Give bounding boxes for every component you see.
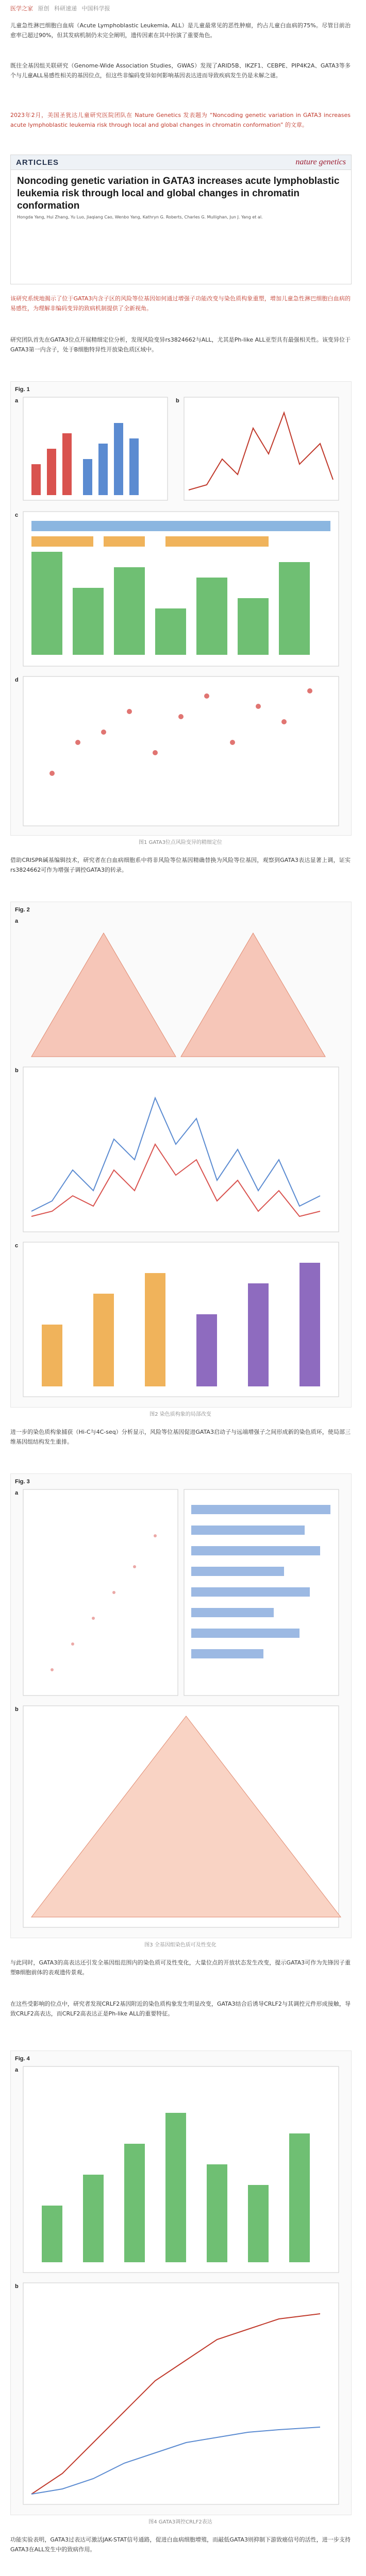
fig3-label: Fig. 3	[15, 1479, 30, 1485]
article-title: Noncoding genetic variation in GATA3 increases acute lymphoblastic leukemia risk through local and global changes in chromatin conformation	[17, 176, 340, 211]
fig1-panel-d: d	[15, 677, 19, 683]
fig1-label: Fig. 1	[15, 386, 30, 393]
paragraph-9: 在这些受影响的位点中，研究者发现CRLF2基因附近的染色质构象发生明显改变，GATA3结合后诱导CRLF2与其调控元件形成接触，导致CRLF2高表达，而CRLF2高表达正是Ph-like ALL的重要特征。	[10, 2001, 351, 2017]
breadcrumb-2[interactable]: 原创	[38, 5, 49, 12]
fig1-panel-b: b	[176, 398, 179, 404]
caption-4: 图4 GATA3调控CRLF2表达	[148, 2519, 212, 2525]
breadcrumb-1[interactable]: 医学之家	[10, 5, 33, 12]
paragraph-6: 借助CRISPR碱基编辑技术，研究者在白血病细胞系中将非风险等位基因精确替换为风险等位基因，观察到GATA3表达显著上调，证实rs3824662可作为增强子调控GATA3的转录。	[10, 857, 351, 873]
paragraph-7: 进一步的染色质构象捕获（Hi-C与4C-seq）分析显示，风险等位基因促进GATA3启动子与远端增强子之间形成新的染色质环，使局部三维基因组结构发生重排。	[10, 1429, 351, 1445]
source-label: 中国科学报	[81, 5, 110, 12]
paragraph-5: 研究团队首先在GATA3位点开展精细定位分析，发现风险变异rs3824662与ALL，尤其是Ph-like ALL亚型具有最强相关性。该变异位于GATA3第一内含子，处于B细胞特异性开放染色质区域中。	[10, 336, 351, 353]
journal-bar	[11, 155, 351, 170]
fig2-panel-a: a	[15, 918, 19, 924]
fig2-panel-b: b	[15, 1067, 19, 1074]
fig3-panel-a: a	[15, 1490, 19, 1496]
fig3-panel-b: b	[15, 1706, 19, 1713]
paragraph-4: 该研究系统地揭示了位于GATA3内含子区的风险等位基因如何通过增强子功能改变与染色质构象重塑，增加儿童急性淋巴细胞白血病的易感性，为理解非编码变异的致病机制提供了全新视角。	[10, 295, 351, 312]
article-authors: Hongda Yang, Hui Zhang, Yu Luo, Jiaqiang Cao, Wenbo Yang, Kathryn G. Roberts, Charles G. Mullighan, Jun J. Yang et al.	[17, 215, 263, 219]
header-bar	[10, 4, 356, 14]
figure-2	[10, 902, 352, 1408]
fig4-label: Fig. 4	[15, 2056, 30, 2062]
figure-4	[10, 2050, 352, 2515]
figure-1	[10, 381, 352, 836]
fig4-panel-a: a	[15, 2067, 19, 2073]
paragraph-3: 2023年2月，美国圣犹达儿童研究医院团队在 Nature Genetics 发表题为 “Noncoding genetic variation in GATA3 increases acute lymphoblastic leukemia risk through local and global changes in chromatin conformation” 的文章。	[10, 112, 351, 128]
journal-name: nature genetics	[295, 158, 346, 166]
paragraph-1: 儿童急性淋巴细胞白血病（Acute Lymphoblastic Leukemia, ALL）是儿童最常见的恶性肿瘤，约占儿童白血病的75%。尽管目前治愈率已超过90%，但其发病机制仍未完全阐明，遗传因素在其中扮演了重要角色。	[10, 22, 351, 39]
fig2-label: Fig. 2	[15, 907, 30, 913]
fig1-panel-a: a	[15, 398, 19, 404]
fig1-panel-c: c	[15, 512, 19, 518]
caption-3: 图3 全基因组染色质可及性变化	[144, 1942, 217, 1948]
fig2-panel-c: c	[15, 1243, 19, 1249]
articles-label: ARTICLES	[16, 158, 59, 167]
caption-2: 图2 染色质构象的局部改变	[149, 1412, 211, 1417]
paragraph-10: 功能实验表明，GATA3过表达可激活JAK-STAT信号通路，促进白血病细胞增殖，而敲低GATA3则抑制下游致癌信号的活性，进一步支持GATA3在ALL发生中的致病作用。	[10, 2536, 351, 2553]
paragraph-2: 既往全基因组关联研究（Genome-Wide Association Studies，GWAS）发现了ARID5B、IKZF1、CEBPE、PIP4K2A、GATA3等多个与儿童ALL易感性相关的基因位点，但这些非编码变异如何影响基因表达进而导致疾病发生仍是未解之谜。	[10, 62, 351, 79]
breadcrumb-3[interactable]: 科研速递	[54, 5, 77, 12]
article-card[interactable]	[10, 155, 352, 284]
caption-1: 图1 GATA3位点风险变异的精细定位	[139, 840, 222, 845]
paragraph-8: 与此同时，GATA3的高表达还引发全基因组范围内的染色质可及性变化，大量位点的开放状态发生改变，提示GATA3可作为先锋因子重塑B细胞前体的表观遗传景观。	[10, 1959, 351, 1976]
figure-3	[10, 1473, 352, 1938]
fig4-panel-b: b	[15, 2283, 19, 2290]
